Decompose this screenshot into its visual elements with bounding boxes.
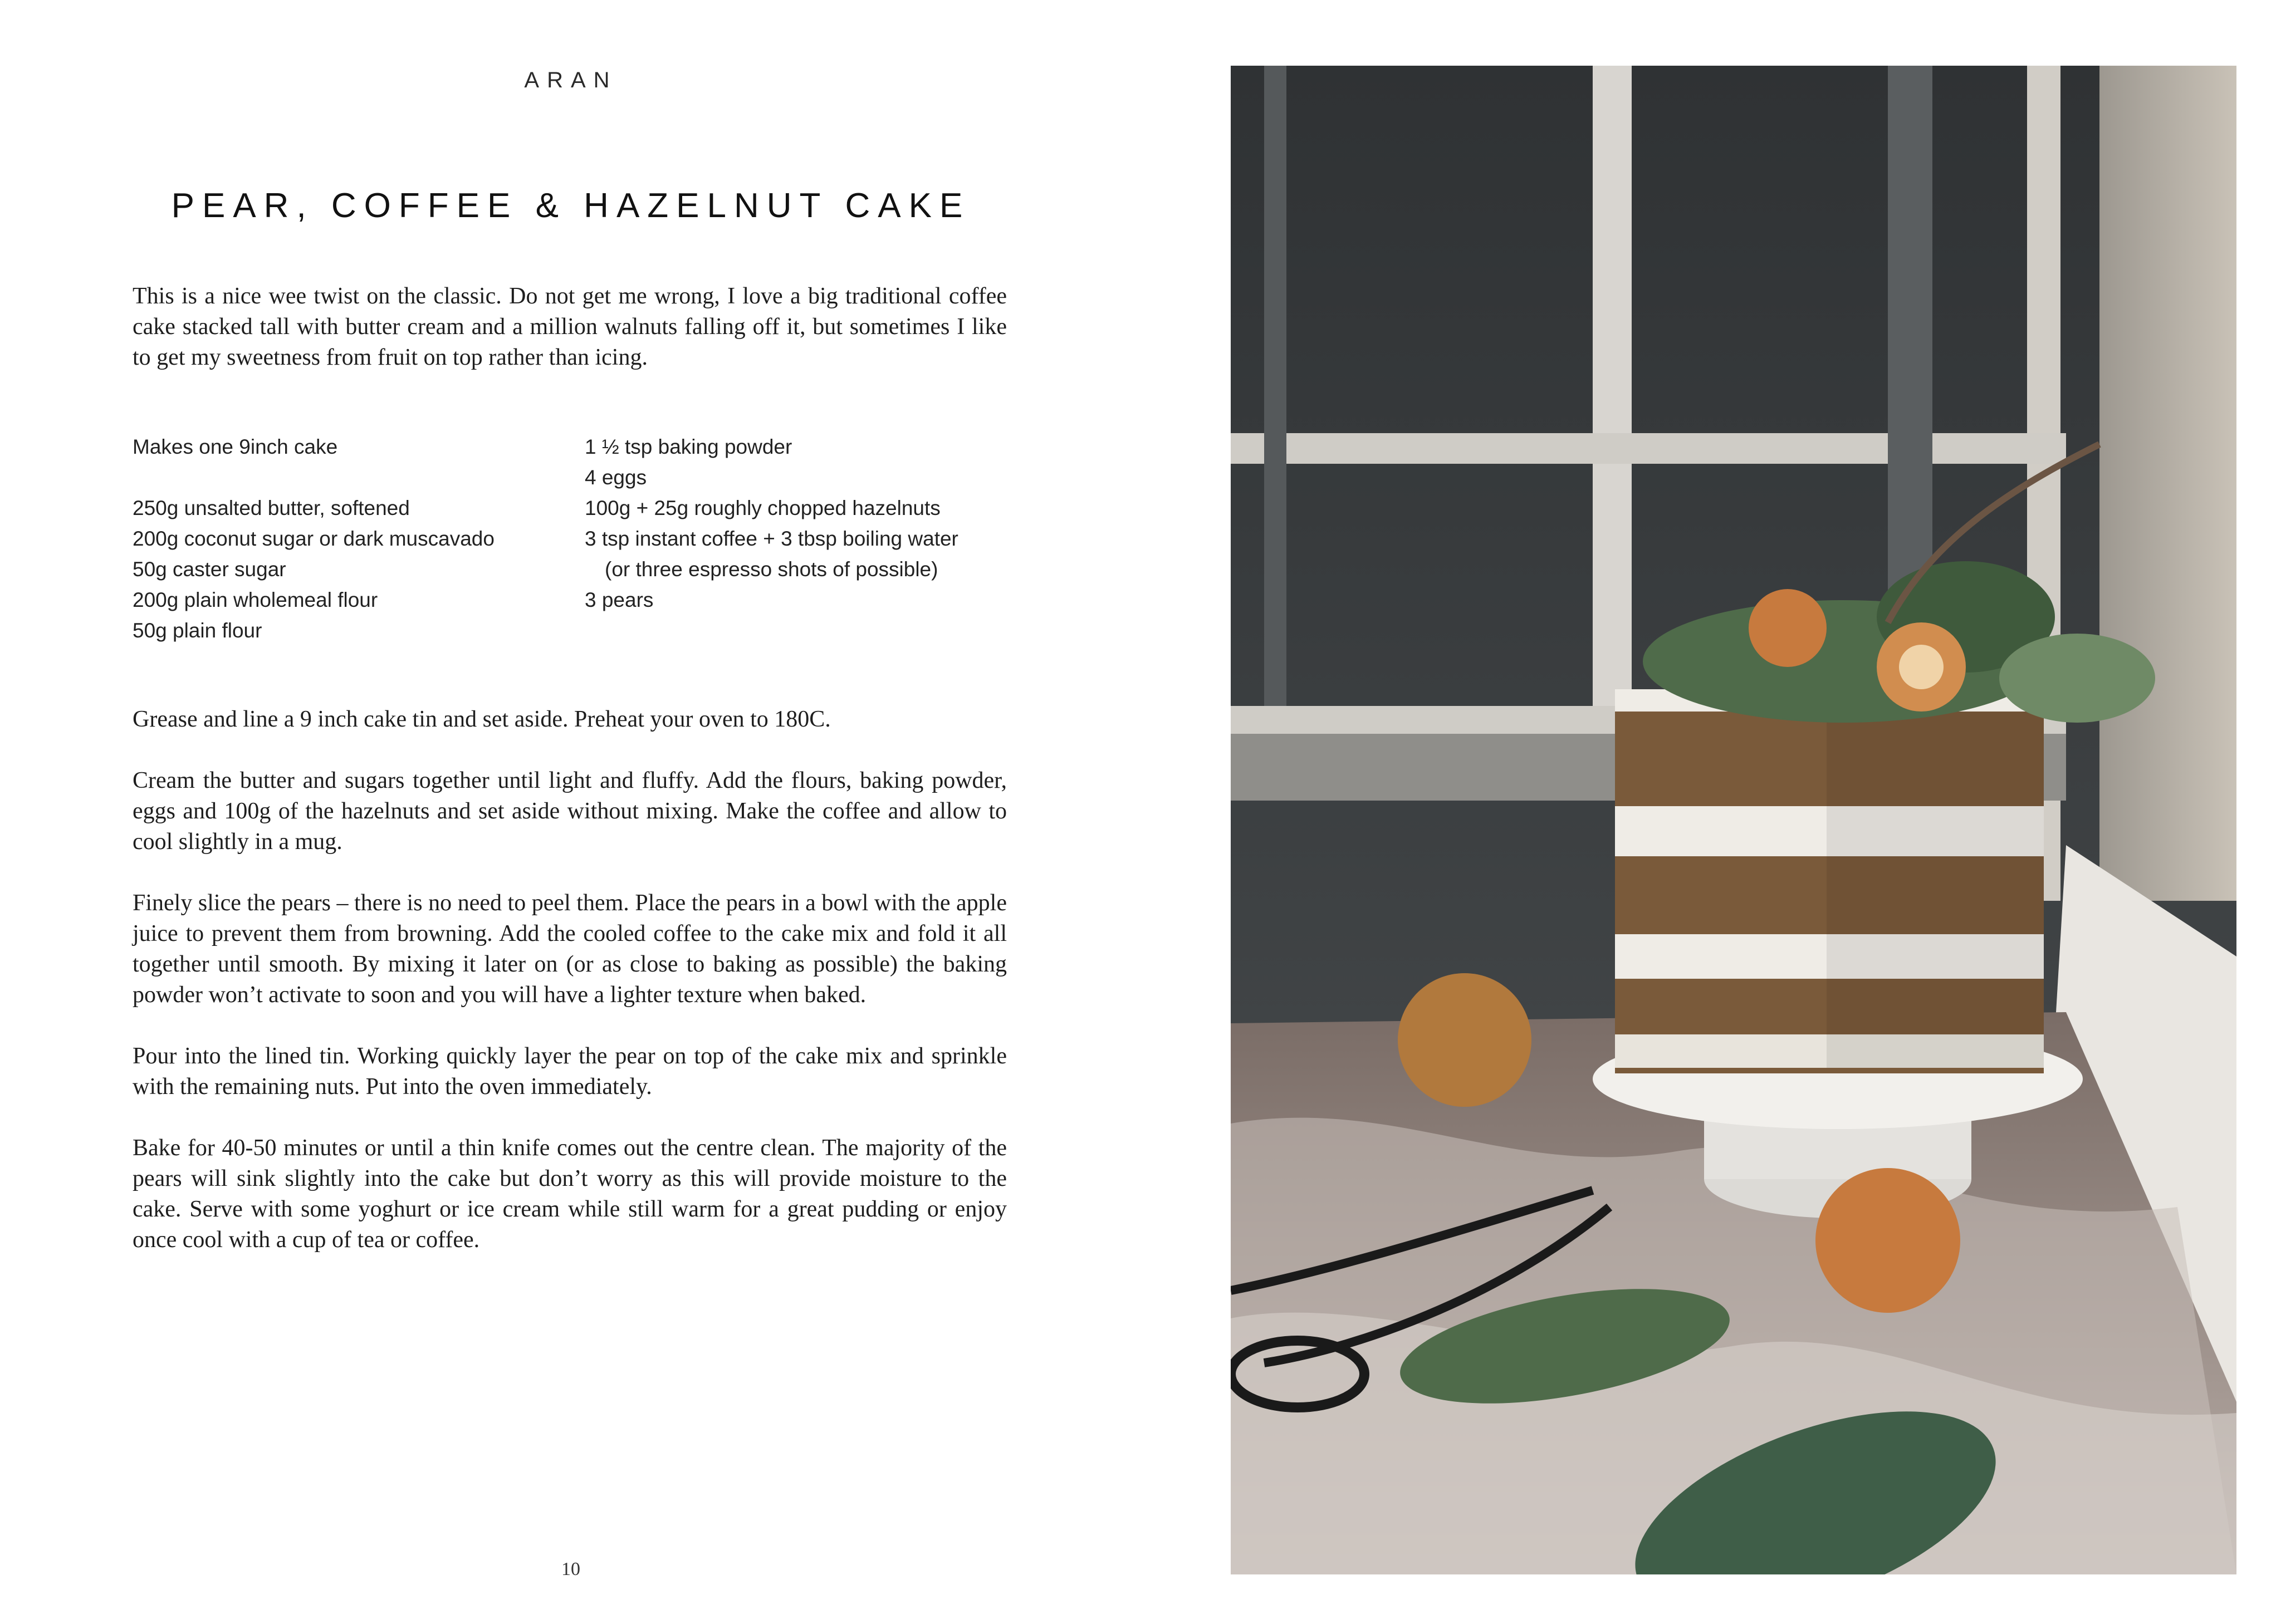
recipe-intro: This is a nice wee twist on the classic. Do not get me wrong, I love a big traditional coffee cake stacked tall with butter cream and a million walnuts falling off it, but sometimes I like to get my sweetness from fruit on top rather than icing.	[133, 283, 1007, 370]
stone-wall	[2099, 66, 2236, 901]
ingredient-item: 3 pears	[585, 588, 654, 611]
cake-photo-illustration	[1231, 66, 2236, 1574]
apple-half	[1749, 589, 1827, 667]
ingredient-item: 3 tsp instant coffee + 3 tbsp boiling water	[585, 527, 958, 550]
section-kicker: ARAN	[524, 68, 618, 92]
method-step: Bake for 40-50 minutes or until a thin knife comes out the centre clean. The majority of the pears will sink slightly into the cake but don’t worry as this will provide moisture to the cake. Serve with some yoghurt or ice cream while still warm for a great pudding or enjoy once cool with a cup of tea or coffee.	[133, 1135, 1007, 1253]
cake-cut-shadow	[1827, 712, 2044, 1068]
window-mullion	[1593, 66, 1632, 789]
method-section	[133, 704, 1007, 1286]
method-step: Finely slice the pears – there is no need to peel them. Place the pears in a bowl with the apple juice to prevent them from browning. Add the cooled coffee to the cake mix and fold it all together until smooth. By mixing it later on (or as close to baking as possible) the baking powder won’t activate to soon and you will have a lighter texture when baked.	[133, 890, 1007, 1008]
ingredient-item: 4 eggs	[585, 466, 647, 489]
ingredient-item: 200g plain wholemeal flour	[133, 588, 378, 611]
ingredient-item: 200g coconut sugar or dark muscavado	[133, 527, 495, 550]
method-step: Grease and line a 9 inch cake tin and set aside. Preheat your oven to 180C.	[133, 706, 831, 732]
ingredients-column-right	[585, 431, 1030, 615]
method-step: Cream the butter and sugars together until light and fluffy. Add the flours, baking powder, eggs and 100g of the hazelnuts and set aside without mixing. Make the coffee and allow to cool slightly in a mug.	[133, 768, 1007, 855]
page-number: 10	[561, 1559, 580, 1579]
ingredient-item: 250g unsalted butter, softened	[133, 497, 410, 519]
recipe-title: PEAR, COFFEE & HAZELNUT CAKE	[171, 186, 971, 225]
ingredient-item: 100g + 25g roughly chopped hazelnuts	[585, 497, 941, 519]
herb-topping	[1999, 634, 2155, 723]
apple-core	[1899, 645, 1944, 689]
ingredient-item: 1 ½ tsp baking powder	[585, 435, 792, 458]
method-step: Pour into the lined tin. Working quickly layer the pear on top of the cake mix and sprinkle with the remaining nuts. Put into the oven immediately.	[133, 1043, 1007, 1100]
apple	[1398, 973, 1531, 1107]
cake-photo	[1231, 66, 2236, 1574]
window-transom	[1231, 433, 2066, 464]
yield-label: Makes one 9inch cake	[133, 435, 338, 458]
ingredients-spacer	[133, 462, 567, 493]
ingredients-column-left	[133, 431, 567, 646]
ingredient-item: 50g plain flour	[133, 619, 262, 642]
apple	[1815, 1168, 1960, 1313]
window-pane-edge	[1264, 66, 1286, 706]
ingredient-item: 50g caster sugar	[133, 558, 286, 581]
ingredients-section	[133, 431, 1024, 665]
ingredient-note: (or three espresso shots of possible)	[605, 558, 938, 581]
